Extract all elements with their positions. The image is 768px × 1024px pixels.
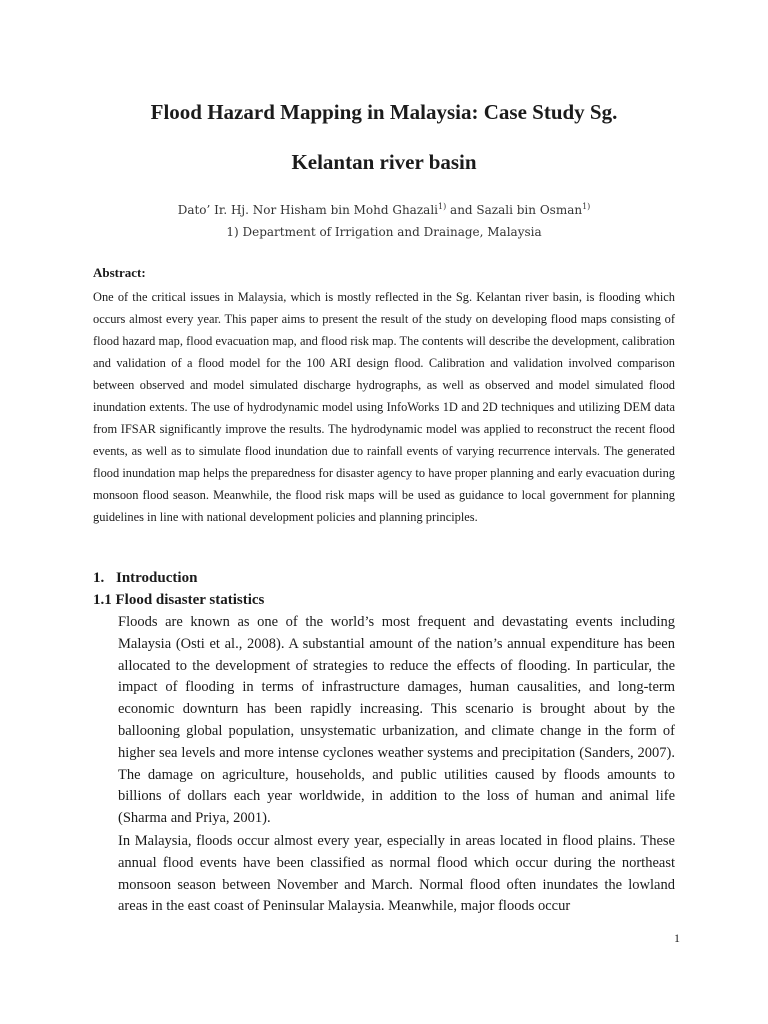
paper-title xyxy=(60,87,708,187)
author-name-2: and Sazali bin Osman xyxy=(446,203,583,217)
page-number: 1 xyxy=(674,931,680,945)
affiliation: 1) Department of Irrigation and Drainage, Malaysia xyxy=(226,225,542,239)
title-line-2: Kelantan river basin xyxy=(291,150,477,174)
author-name-1: Dato’ Ir. Hj. Nor Hisham bin Mohd Ghazali xyxy=(177,203,438,217)
author-block xyxy=(60,196,708,243)
title-line-1: Flood Hazard Mapping in Malaysia: Case Study Sg. xyxy=(150,100,618,124)
author-affiliation-mark-2: 1) xyxy=(582,202,591,211)
abstract-heading: Abstract: xyxy=(93,265,146,280)
body-paragraph-2: In Malaysia, floods occur almost every year, especially in areas located in flood plains. These annual flood events have been classified as normal flood which occur during the northeast monsoon season between November and March. Normal flood often inundates the lowland areas in the east coast of Peninsular Malaysia. Meanwhile, major floods occur xyxy=(118,833,675,915)
abstract-text: One of the critical issues in Malaysia, which is mostly reflected in the Sg. Kelantan river basin, is flooding which occurs almost every year. This paper aims to present the result of the study on developing flood maps consisting of flood hazard map, flood evacuation map, and flood risk map. The contents will describe the development, calibration and validation of a flood model for the 100 ARI design flood. Calibration and validation involved comparison between observed and model simulated discharge hydrographs, as well as observed and model simulated flood inundation extents. The use of hydrodynamic model using InfoWorks 1D and 2D techniques and utilizing DEM data from IFSAR significantly improve the results. The hydrodynamic model was applied to reconstruct the recent flood events, as well as to simulate flood inundation due to rainfall events of varying recurrence intervals. The generated flood inundation map helps the preparedness for disaster agency to have proper planning and early evacuation during monsoon flood season. Meanwhile, the flood risk maps will be used as guidance to local government for planning guidelines in line with national development policies and planning principles. xyxy=(93,290,675,524)
author-line xyxy=(60,196,708,221)
section-number: 1. xyxy=(93,570,105,586)
subsection-heading: 1.1 Flood disaster statistics xyxy=(93,592,265,608)
section-title: Introduction xyxy=(116,570,198,586)
body-paragraph-1: Floods are known as one of the world’s most frequent and devastating events including Malaysia (Osti et al., 2008). A substantial amount of the nation’s annual expenditure has been allocated to the development of strategies to reduce the effects of flooding. In particular, the impact of flooding in terms of infrastructure damages, human causalities, and long-term economic downturn has been rapidly increasing. This scenario is brought about by the ballooning global population, unsystematic urbanization, and climate change in the form of higher sea levels and more intense cyclones weather systems and precipitation (Sanders, 2007). The damage on agriculture, households, and public utilities caused by floods amounts to billions of dollars each year worldwide, in addition to the loss of human and animal life (Sharma and Priya, 2001). xyxy=(118,614,675,827)
author-affiliation-mark-1: 1) xyxy=(438,202,447,211)
section-heading-introduction xyxy=(93,570,197,587)
